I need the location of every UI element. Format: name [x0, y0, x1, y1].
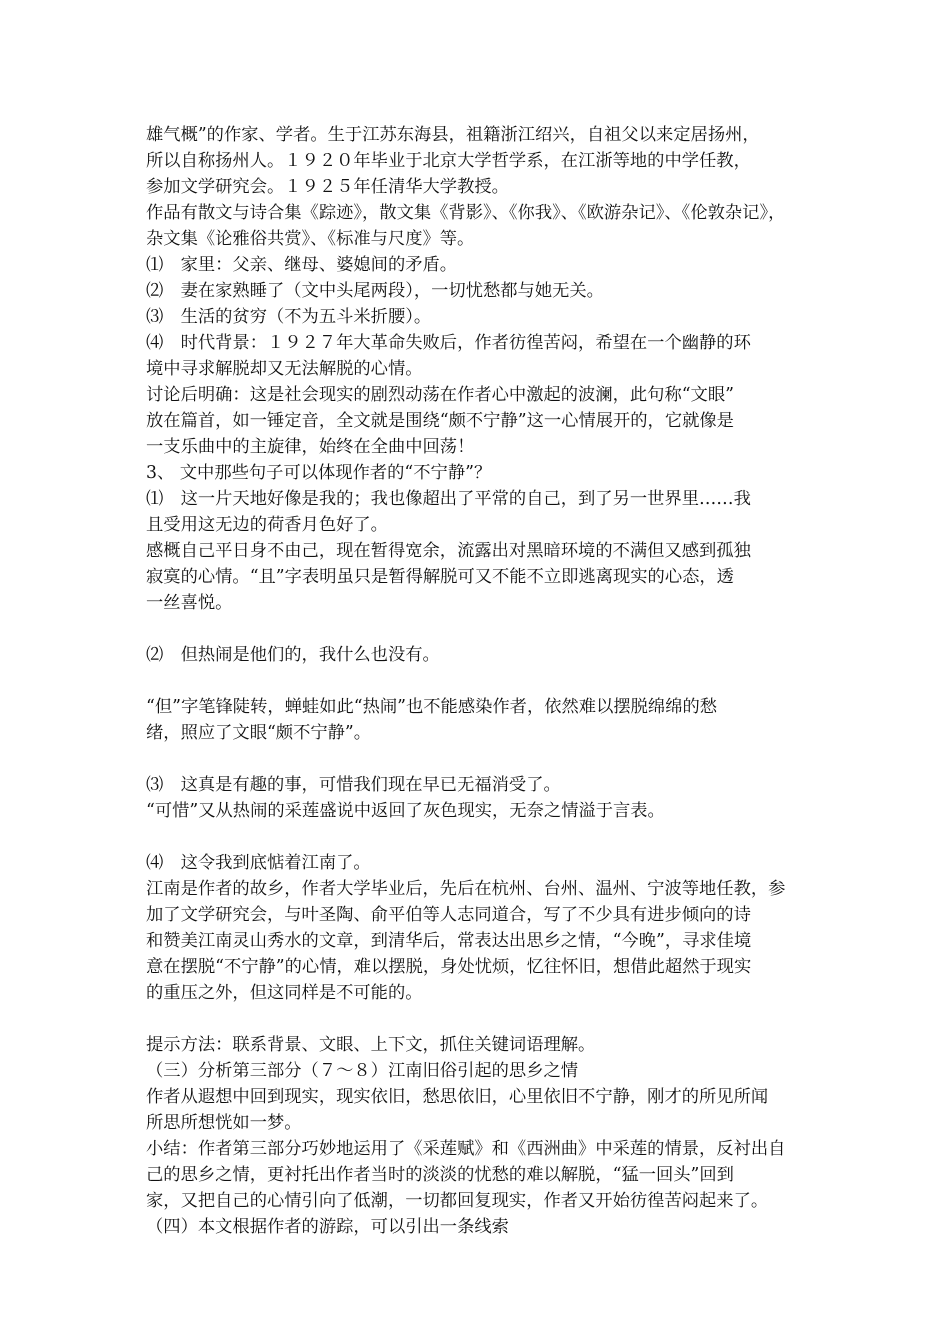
list-item: ⑵ 妻在家熟睡了（文中头尾两段），一切忧愁都与她无关。: [146, 281, 604, 301]
text-line: 杂文集《论雅俗共赏》、《标准与尺度》等。: [146, 229, 475, 249]
list-item: ⑴ 家里：父亲、继母、婆媳间的矛盾。: [146, 255, 458, 275]
section-heading: 3、 文中那些句子可以体现作者的“不宁静”？: [146, 463, 492, 483]
text-line: 放在篇首，如一锤定音，全文就是围绕“颇不宁静”这一心情展开的，它就像是: [146, 411, 734, 431]
text-line: 和赞美江南灵山秀水的文章，到清华后，常表达出思乡之情，“今晚”，寻求佳境: [146, 931, 752, 951]
section-heading: （三）分析第三部分（７～８）江南旧俗引起的思乡之情: [146, 1061, 579, 1081]
text-line: 讨论后明确：这是社会现实的剧烈动荡在作者心中激起的波澜，此句称“文眼”: [146, 385, 734, 405]
blank-line: [146, 616, 812, 642]
text-line: 一支乐曲中的主旋律，始终在全曲中回荡！: [146, 437, 475, 457]
blank-line: [146, 668, 812, 694]
blank-line: [146, 1006, 812, 1032]
text-line: 寂寞的心情。“且”字表明虽只是暂得解脱可又不能不立即逃离现实的心态，透: [146, 567, 734, 587]
list-item: ⑷ 时代背景：１９２７年大革命失败后，作者彷徨苦闷，希望在一个幽静的环: [146, 333, 751, 353]
text-line: 己的思乡之情，更衬托出作者当时的淡淡的忧愁的难以解脱，“猛一回头”回到: [146, 1165, 734, 1185]
document-page: [146, 122, 812, 1240]
list-item: ⑴ 这一片天地好像是我的；我也像超出了平常的自己，到了另一世界里……我: [146, 489, 751, 509]
text-line: 雄气概”的作家、学者。生于江苏东海县，祖籍浙江绍兴，自祖父以来定居扬州，: [146, 125, 760, 145]
text-line: 家，又把自己的心情引向了低潮，一切都回复现实，作者又开始彷徨苦闷起来了。: [146, 1191, 769, 1211]
section-heading: （四）本文根据作者的游踪，可以引出一条线索: [146, 1217, 509, 1237]
list-item: ⑷ 这令我到底惦着江南了。: [146, 853, 371, 873]
text-line: 意在摆脱“不宁静”的心情，难以摆脱，身处忧烦，忆往怀旧，想借此超然于现实: [146, 957, 752, 977]
blank-line: [146, 824, 812, 850]
text-line: 小结：作者第三部分巧妙地运用了《采莲赋》和《西洲曲》中采莲的情景，反衬出自: [146, 1139, 786, 1159]
text-line: 且受用这无边的荷香月色好了。: [146, 515, 388, 535]
text-line: 境中寻求解脱却又无法解脱的心情。: [146, 359, 423, 379]
text-line: 参加文学研究会。１９２５年任清华大学教授。: [146, 177, 509, 197]
list-item: ⑵ 但热闹是他们的，我什么也没有。: [146, 645, 440, 665]
text-line: 江南是作者的故乡，作者大学毕业后，先后在杭州、台州、温州、宁波等地任教，参: [146, 879, 786, 899]
text-line: 所以自称扬州人。１９２０年毕业于北京大学哲学系，在江浙等地的中学任教，: [146, 151, 751, 171]
text-line: 的重压之外，但这同样是不可能的。: [146, 983, 423, 1003]
text-line: “但”字笔锋陡转，蝉蛙如此“热闹”也不能感染作者，依然难以摆脱绵绵的愁: [146, 697, 718, 717]
text-line: 加了文学研究会，与叶圣陶、俞平伯等人志同道合，写了不少具有进步倾向的诗: [146, 905, 751, 925]
text-line: 作者从遐想中回到现实，现实依旧，愁思依旧，心里依旧不宁静，刚才的所见所闻: [146, 1087, 769, 1107]
blank-line: [146, 746, 812, 772]
text-line: 绪，照应了文眼“颇不宁静”。: [146, 723, 372, 743]
text-line: 提示方法：联系背景、文眼、上下文，抓住关键词语理解。: [146, 1035, 596, 1055]
text-line: 作品有散文与诗合集《踪迹》，散文集《背影》、《你我》、《欧游杂记》、《伦敦杂记》，: [146, 203, 786, 223]
text-line: 感概自己平日身不由己，现在暂得宽余，流露出对黑暗环境的不满但又感到孤独: [146, 541, 751, 561]
text-line: 一丝喜悦。: [146, 593, 233, 613]
list-item: ⑶ 这真是有趣的事，可惜我们现在早已无福消受了。: [146, 775, 561, 795]
list-item: ⑶ 生活的贫穷（不为五斗米折腰）。: [146, 307, 432, 327]
text-line: 所思所想恍如一梦。: [146, 1113, 302, 1133]
text-line: “可惜”又从热闹的采莲盛说中返回了灰色现实，无奈之情溢于言表。: [146, 801, 665, 821]
